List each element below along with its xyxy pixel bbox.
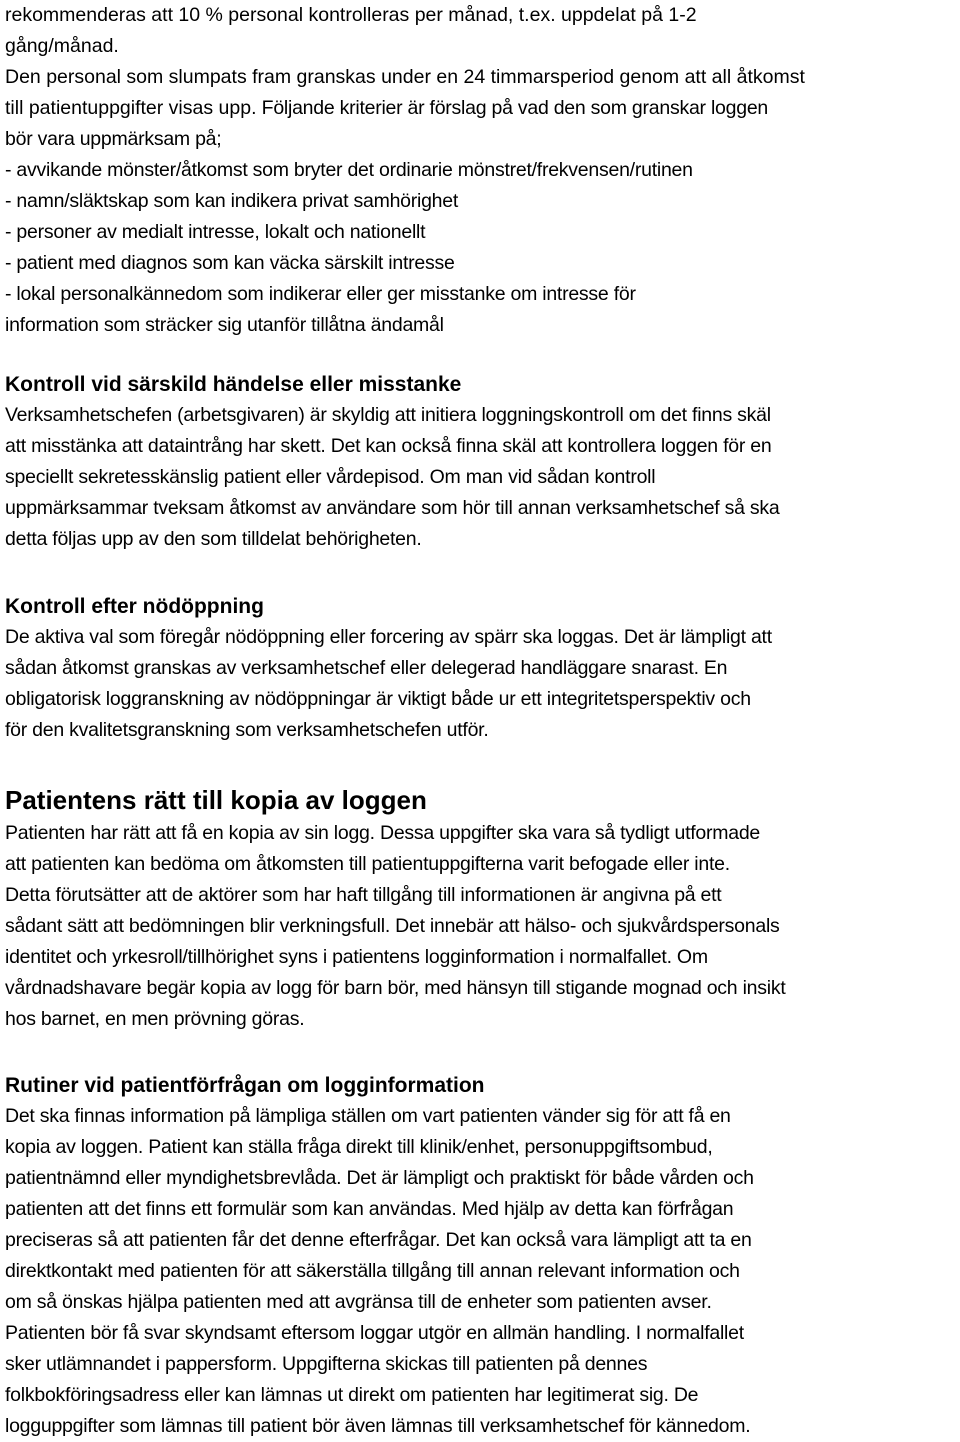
- intro-line: - avvikande mönster/åtkomst som bryter det ordinarie mönstret/frekvensen/rutinen: [5, 159, 693, 181]
- paragraph-line: hos barnet, en men prövning göras.: [5, 1008, 305, 1030]
- intro-line: gång/månad.: [5, 35, 119, 57]
- intro-line-mixed: [5, 93, 805, 124]
- paragraph-line: speciellt sekretesskänslig patient eller vårdepisod. Om man vid sådan kontroll: [5, 466, 656, 488]
- intro-line: rekommenderas att 10 % personal kontrolleras per månad, t.ex. uppdelat på 1-2: [5, 4, 697, 26]
- paragraph-line: att misstänka att dataintrång har skett. Det kan också finna skäl att kontrollera loggen för en: [5, 435, 772, 457]
- intro-line-part: Följande kriterier är förslag på vad den som granskar loggen: [256, 97, 769, 119]
- paragraph-line: Patienten har rätt att få en kopia av sin logg. Dessa uppgifter ska vara så tydligt utformade: [5, 822, 761, 844]
- paragraph-line: direktkontakt med patienten för att säkerställa tillgång till annan relevant information och: [5, 1260, 740, 1282]
- section-kontroll-nodoppning: [5, 591, 772, 746]
- criteria-line: - lokal personalkännedom som indikerar eller ger misstanke om intresse för: [5, 283, 636, 305]
- paragraph-line: identitet och yrkesroll/tillhörighet syns i patientens logginformation i normalfallet. Om: [5, 946, 708, 968]
- paragraph-line: preciseras så att patienten får det denne efterfrågar. Det kan också vara lämpligt att ta en: [5, 1229, 752, 1251]
- intro-block: [5, 0, 805, 341]
- paragraph-line: patienten att det finns ett formulär som kan användas. Med hjälp av detta kan förfrågan: [5, 1198, 734, 1220]
- paragraph-line: uppmärksammar tveksam åtkomst av användare som hör till annan verksamhetschef så ska: [5, 497, 780, 519]
- paragraph-line: Patienten bör få svar skyndsamt eftersom loggar utgör en allmän handling. I normalfallet: [5, 1322, 744, 1344]
- paragraph-line: obligatorisk loggranskning av nödöppningar är viktigt både ur ett integritetsperspektiv och: [5, 688, 751, 710]
- paragraph-line: sådan åtkomst granskas av verksamhetschef eller delegerad handläggare snarast. En: [5, 657, 728, 679]
- paragraph-line: De aktiva val som föregår nödöppning eller forcering av spärr ska loggas. Det är lämpligt att: [5, 626, 772, 648]
- paragraph-line: kopia av loggen. Patient kan ställa fråga direkt till klinik/enhet, personuppgiftsombud,: [5, 1136, 713, 1158]
- criteria-line: - patient med diagnos som kan väcka särskilt intresse: [5, 252, 455, 274]
- section-kontroll-handelse: [5, 369, 780, 555]
- section-heading: Patientens rätt till kopia av loggen: [5, 785, 427, 815]
- paragraph-line: för den kvalitetsgranskning som verksamhetschefen utför.: [5, 719, 489, 741]
- paragraph-line: sker utlämnandet i pappersform. Uppgifterna skickas till patienten på dennes: [5, 1353, 648, 1375]
- paragraph-line: folkbokföringsadress eller kan lämnas ut direkt om patienten har legitimerat sig. De: [5, 1384, 699, 1406]
- section-patientens-ratt: [5, 782, 786, 1035]
- paragraph-line: om så önskas hjälpa patienten med att avgränsa till de enheter som patienten avser.: [5, 1291, 712, 1313]
- criteria-line: - personer av medialt intresse, lokalt och nationellt: [5, 221, 426, 243]
- paragraph-line: detta följas upp av den som tilldelat behörigheten.: [5, 528, 422, 550]
- section-heading: Kontroll efter nödöppning: [5, 595, 264, 618]
- paragraph-line: vårdnadshavare begär kopia av logg för barn bör, med hänsyn till stigande mognad och insikt: [5, 977, 786, 999]
- paragraph-line: Detta förutsätter att de aktörer som har haft tillgång till informationen är angivna på ett: [5, 884, 722, 906]
- paragraph-line: patientnämnd eller myndighetsbrevlåda. Det är lämpligt och praktiskt för både vården och: [5, 1167, 754, 1189]
- section-heading: Kontroll vid särskild händelse eller misstanke: [5, 373, 462, 396]
- section-rutiner-patientforfragan: [5, 1070, 754, 1442]
- criteria-line: information som sträcker sig utanför tillåtna ändamål: [5, 314, 444, 336]
- paragraph-line: Verksamhetschefen (arbetsgivaren) är skyldig att initiera loggningskontroll om det finns skäl: [5, 404, 771, 426]
- paragraph-line: sådant sätt att bedömningen blir verkningsfull. Det innebär att hälso- och sjukvårdspersonals: [5, 915, 780, 937]
- criteria-line: - namn/släktskap som kan indikera privat samhörighet: [5, 190, 459, 212]
- intro-line: bör vara uppmärksam på;: [5, 128, 222, 150]
- intro-line: Den personal som slumpats fram granskas under en 24 timmarsperiod genom att all åtkomst: [5, 66, 805, 88]
- intro-line-part: till patientuppgifter visas upp.: [5, 97, 257, 119]
- paragraph-line: att patienten kan bedöma om åtkomsten till patientuppgifterna varit befogade eller inte.: [5, 853, 730, 875]
- paragraph-line: logguppgifter som lämnas till patient bör även lämnas till verksamhetschef för kännedom.: [5, 1415, 751, 1437]
- paragraph-line: Det ska finnas information på lämpliga ställen om vart patienten vänder sig för att få en: [5, 1105, 731, 1127]
- section-heading: Rutiner vid patientförfrågan om logginformation: [5, 1074, 485, 1097]
